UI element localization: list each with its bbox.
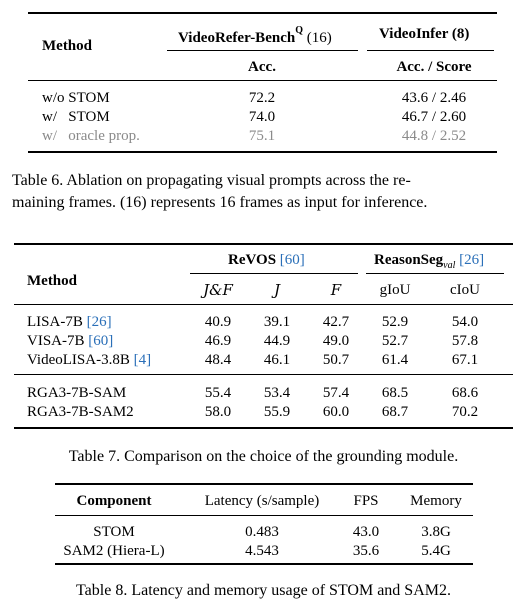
table7-sub-rule-2 bbox=[366, 273, 504, 274]
table8-row-1-memory: 3.8G bbox=[421, 524, 451, 540]
table7-bottom-rule bbox=[14, 427, 513, 429]
table8-bottom-rule bbox=[55, 563, 473, 565]
table7-reasonseg-sub: val bbox=[443, 260, 456, 271]
citation-ref[interactable]: [26] bbox=[86, 314, 112, 330]
table6-bench-name: VideoRefer-Bench bbox=[178, 30, 296, 46]
table7-row-5-f: 60.0 bbox=[322, 404, 350, 420]
table7-row-3-j: 46.1 bbox=[263, 352, 291, 368]
model-name: LISA-7B bbox=[27, 314, 83, 330]
table7-row-1-giou: 52.9 bbox=[381, 314, 409, 330]
table7-reasonseg-label: ReasonSeg bbox=[374, 252, 444, 268]
table7-row-3-ciou: 67.1 bbox=[451, 352, 479, 368]
table7-header-f: F bbox=[330, 281, 342, 299]
table7-row-2-method bbox=[27, 332, 113, 350]
table7-row-1-f: 42.7 bbox=[322, 314, 350, 330]
table6-row-3-score: 44.8 / 2.52 bbox=[401, 128, 467, 144]
table6-header-method: Method bbox=[42, 38, 92, 54]
table6-header-bench bbox=[178, 25, 332, 47]
table7-row-1-jf: 40.9 bbox=[204, 314, 232, 330]
table7-group-rule bbox=[14, 374, 513, 375]
table7-row-1-method bbox=[27, 313, 112, 331]
table7-header-reasonseg bbox=[374, 251, 484, 275]
table8-row-2-memory: 5.4G bbox=[421, 543, 451, 559]
table8-row-2-component: SAM2 (Hiera-L) bbox=[63, 543, 165, 559]
table6-header-acc-score: Acc. / Score bbox=[396, 59, 472, 75]
table7-header-ciou: cIoU bbox=[450, 282, 480, 298]
table7-reasonseg-ref: [26] bbox=[459, 252, 485, 268]
table7-row-3-giou: 61.4 bbox=[381, 352, 409, 368]
table6-row-1-acc: 72.2 bbox=[248, 90, 276, 106]
table8-row-2-latency: 4.543 bbox=[245, 543, 279, 559]
table6-header-acc: Acc. bbox=[248, 59, 276, 75]
table8-row-2-fps: 35.6 bbox=[352, 543, 380, 559]
table7-row-1-ciou: 54.0 bbox=[451, 314, 479, 330]
table7-row-5-ciou: 70.2 bbox=[451, 404, 479, 420]
table7-row-3-f: 50.7 bbox=[322, 352, 350, 368]
table7-row-4-j: 53.4 bbox=[263, 385, 291, 401]
table6-caption: Table 6. Ablation on propagating visual prompts across the re- maining frames. (16) represents 16 frames as input for inference. bbox=[12, 172, 428, 211]
table8-mid-rule bbox=[55, 515, 473, 516]
table8-header-latency: Latency (s/sample) bbox=[204, 493, 320, 509]
table8-row-1-latency: 0.483 bbox=[245, 524, 279, 540]
table7-mid-rule bbox=[14, 304, 513, 305]
citation-ref[interactable]: [60] bbox=[88, 333, 114, 349]
table7-row-5-j: 55.9 bbox=[263, 404, 291, 420]
table6-bottom-rule bbox=[28, 151, 497, 153]
table6-bench-frames: (16) bbox=[306, 30, 332, 46]
table7-header-jf: J&F bbox=[203, 281, 233, 299]
table6-top-rule bbox=[28, 12, 497, 14]
table6-bench-sup: Q bbox=[295, 25, 303, 36]
table7-row-4-f: 57.4 bbox=[322, 385, 350, 401]
table7-row-1-j: 39.1 bbox=[263, 314, 291, 330]
table7-row-4-giou: 68.5 bbox=[381, 385, 409, 401]
table6-sub-rule-2 bbox=[367, 50, 494, 51]
table7-header-j: J bbox=[273, 281, 280, 299]
table8-row-1-component: STOM bbox=[93, 524, 135, 540]
table6-header-infer: VideoInfer (8) bbox=[379, 26, 470, 42]
table8-caption: Table 8. Latency and memory usage of STOM and SAM2. bbox=[76, 582, 451, 599]
table7-row-5-method: RGA3-7B-SAM2 bbox=[27, 404, 134, 420]
table7-top-rule bbox=[14, 243, 513, 245]
table7-row-2-f: 49.0 bbox=[322, 333, 350, 349]
table7-header-revos bbox=[228, 251, 305, 269]
table6-mid-rule bbox=[28, 80, 497, 81]
table7-caption: Table 7. Comparison on the choice of the grounding module. bbox=[68, 448, 459, 465]
table6-row-3-method: w/ oracle prop. bbox=[42, 128, 140, 144]
table7-revos-label: ReVOS bbox=[228, 252, 277, 268]
table7-sub-rule-1 bbox=[190, 273, 358, 274]
table7-row-3-jf: 48.4 bbox=[204, 352, 232, 368]
table7-row-2-j: 44.9 bbox=[263, 333, 291, 349]
table6-row-2-acc: 74.0 bbox=[248, 109, 276, 125]
model-name: VideoLISA-3.8B bbox=[27, 352, 130, 368]
table7-row-2-giou: 52.7 bbox=[381, 333, 409, 349]
table8-header-fps: FPS bbox=[353, 493, 379, 509]
table7-row-2-jf: 46.9 bbox=[204, 333, 232, 349]
table7-row-5-giou: 68.7 bbox=[381, 404, 409, 420]
table6-row-3-acc: 75.1 bbox=[248, 128, 276, 144]
table7-header-giou: gIoU bbox=[379, 282, 411, 298]
table7-row-4-jf: 55.4 bbox=[204, 385, 232, 401]
table8-header-component: Component bbox=[76, 493, 152, 509]
table6-row-1-score: 43.6 / 2.46 bbox=[401, 90, 467, 106]
table7-row-4-ciou: 68.6 bbox=[451, 385, 479, 401]
table6-sub-rule-1 bbox=[167, 50, 358, 51]
table7-revos-ref: [60] bbox=[279, 252, 305, 268]
table8-header-memory: Memory bbox=[410, 493, 462, 509]
table7-row-3-method bbox=[27, 351, 151, 369]
citation-ref[interactable]: [4] bbox=[133, 352, 152, 368]
table7-row-4-method: RGA3-7B-SAM bbox=[27, 385, 127, 401]
model-name: VISA-7B bbox=[27, 333, 85, 349]
table7-header-method: Method bbox=[27, 273, 77, 289]
table6-row-2-score: 46.7 / 2.60 bbox=[401, 109, 467, 125]
table7-row-2-ciou: 57.8 bbox=[451, 333, 479, 349]
table7-row-5-jf: 58.0 bbox=[204, 404, 232, 420]
table6-row-1-method: w/o STOM bbox=[42, 90, 110, 106]
table8-row-1-fps: 43.0 bbox=[352, 524, 380, 540]
table6-row-2-method: w/ STOM bbox=[42, 109, 110, 125]
table8-top-rule bbox=[55, 483, 473, 485]
